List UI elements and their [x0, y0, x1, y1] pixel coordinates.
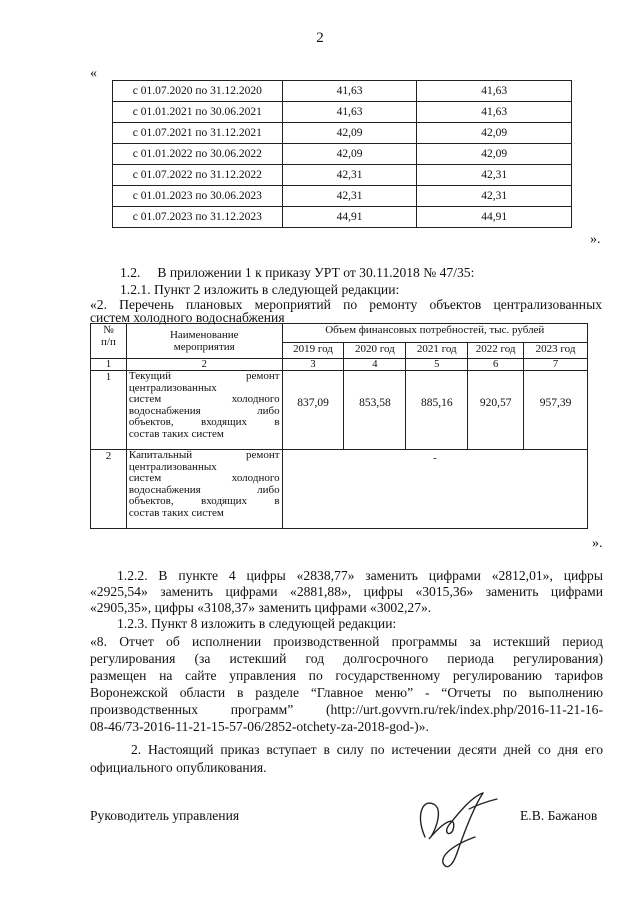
measure-row	[91, 371, 588, 450]
tariff-value-2: 42,31	[417, 165, 572, 186]
measure-value: 837,09	[282, 371, 344, 450]
tariff-row	[113, 207, 572, 228]
list-title-line-1: «2. Перечень плановых мероприятий по ремонту объектов централизованных	[90, 297, 602, 312]
measure-name	[126, 450, 282, 529]
tariff-period: с 01.01.2021 по 30.06.2021	[113, 102, 283, 123]
section-1-2: 1.2. В приложении 1 к приказу УРТ от 30.11.2018 № 47/35:	[120, 265, 475, 280]
measure-name-line: централизованных	[128, 460, 217, 473]
column-number: 5	[406, 359, 468, 371]
tariff-table	[112, 80, 572, 228]
tariff-value-2: 41,63	[417, 81, 572, 102]
header-year: 2020 год	[344, 343, 406, 359]
measure-dash: -	[282, 450, 587, 529]
tariff-row	[113, 102, 572, 123]
tariff-period: с 01.01.2022 по 30.06.2022	[113, 144, 283, 165]
measure-name-line: централизованных	[128, 381, 217, 394]
tariff-value-1: 42,09	[282, 144, 417, 165]
tariff-value-2: 42,09	[417, 144, 572, 165]
tariff-value-1: 41,63	[282, 81, 417, 102]
header-volume: Объем финансовых потребностей, тыс. рублей	[282, 324, 587, 343]
handwritten-signature	[405, 775, 515, 875]
measure-value: 853,58	[344, 371, 406, 450]
header-name: Наименование мероприятия	[126, 324, 282, 359]
tariff-period: с 01.01.2023 по 30.06.2023	[113, 186, 283, 207]
tariff-period: с 01.07.2021 по 31.12.2021	[113, 123, 283, 144]
header-year: 2023 год	[524, 343, 588, 359]
measure-name-line: состав таких систем	[128, 506, 224, 519]
measure-name	[126, 371, 282, 450]
column-number: 3	[282, 359, 344, 371]
tariff-value-1: 44,91	[282, 207, 417, 228]
signatory-name: Е.В. Бажанов	[520, 808, 598, 823]
column-number: 1	[91, 359, 127, 371]
section-1-2-1: 1.2.1. Пункт 2 изложить в следующей редакции:	[120, 282, 400, 297]
tariff-period: с 01.07.2020 по 31.12.2020	[113, 81, 283, 102]
measure-value: 885,16	[406, 371, 468, 450]
measure-number: 2	[91, 450, 127, 529]
tariff-row	[113, 186, 572, 207]
measure-number: 1	[91, 371, 127, 450]
measure-name-line: водоснабжения либо	[128, 404, 280, 417]
opening-quote: «	[90, 66, 97, 81]
tariff-period: с 01.07.2023 по 31.12.2023	[113, 207, 283, 228]
section-1-2-2-line-3: «2905,35», цифры «3108,37» заменить цифрами «3002,27».	[90, 600, 432, 615]
measure-name-line: водоснабжения либо	[128, 483, 280, 496]
tariff-value-2: 42,09	[417, 123, 572, 144]
measure-name-line: объектов, входящих в	[128, 495, 280, 507]
tariff-row	[113, 144, 572, 165]
tariff-row	[113, 165, 572, 186]
header-year: 2019 год	[282, 343, 344, 359]
section-8-line-1: «8. Отчет об исполнении производственной программы за истекший период	[90, 634, 603, 649]
tariff-value-1: 42,31	[282, 186, 417, 207]
section-2-line-2: официального опубликования.	[90, 760, 267, 775]
measures-table-closing-quote: ».	[592, 536, 603, 551]
tariff-value-1: 41,63	[282, 102, 417, 123]
page-number: 2	[316, 30, 324, 46]
measure-value: 920,57	[468, 371, 524, 450]
tariff-row	[113, 81, 572, 102]
tariff-period: с 01.07.2022 по 31.12.2022	[113, 165, 283, 186]
measure-name-line: состав таких систем	[128, 427, 224, 440]
signatory-position: Руководитель управления	[90, 808, 240, 823]
measure-row	[91, 450, 588, 529]
header-year: 2021 год	[406, 343, 468, 359]
section-8-line-3: размещен на сайте управления по государственному регулированию тарифов	[90, 668, 603, 683]
column-number: 7	[524, 359, 588, 371]
section-1-2-2-line-1: 1.2.2. В пункте 4 цифры «2838,77» заменить цифрами «2812,01», цифры	[117, 568, 603, 583]
section-8-line-4: Воронежской области в разделе “Главное меню” - “Отчеты по выполнению	[90, 685, 603, 700]
measure-name-line: объектов, входящих в	[128, 416, 280, 428]
measure-name-line: систем холодного	[128, 472, 280, 484]
section-1-2-2-line-2: «2925,54» заменить цифрами «2881,88», цифры «3015,36» заменить цифрами	[90, 584, 603, 599]
measure-value: 957,39	[524, 371, 588, 450]
column-number: 4	[344, 359, 406, 371]
section-8-line-5: производственных программ” (http://urt.govvrn.ru/rek/index.php/2016-11-21-16-	[90, 702, 603, 717]
list-title-line-2: систем холодного водоснабжения	[90, 310, 285, 325]
column-number: 2	[126, 359, 282, 371]
measure-name-line: Капитальный ремонт	[128, 449, 280, 461]
header-year: 2022 год	[468, 343, 524, 359]
tariff-value-1: 42,09	[282, 123, 417, 144]
section-1-2-3: 1.2.3. Пункт 8 изложить в следующей редакции:	[117, 616, 397, 631]
tariff-value-2: 41,63	[417, 102, 572, 123]
tariff-table-closing-quote: ».	[590, 232, 601, 247]
tariff-row	[113, 123, 572, 144]
measures-table	[90, 323, 588, 529]
measure-name-line: Текущий ремонт	[128, 370, 280, 382]
section-8-line-2: регулирования (за истекший год долгосрочного периода регулирования)	[90, 651, 603, 666]
tariff-value-2: 42,31	[417, 186, 572, 207]
header-number: № п/п	[91, 324, 127, 359]
column-number: 6	[468, 359, 524, 371]
measure-name-line: систем холодного	[128, 393, 280, 405]
section-8-line-6: 08-46/73-2016-11-21-15-57-06/2852-otchety-za-2018-god-)».	[90, 719, 429, 734]
section-2-line-1: 2. Настоящий приказ вступает в силу по истечении десяти дней со дня его	[131, 742, 603, 757]
tariff-value-1: 42,31	[282, 165, 417, 186]
tariff-value-2: 44,91	[417, 207, 572, 228]
